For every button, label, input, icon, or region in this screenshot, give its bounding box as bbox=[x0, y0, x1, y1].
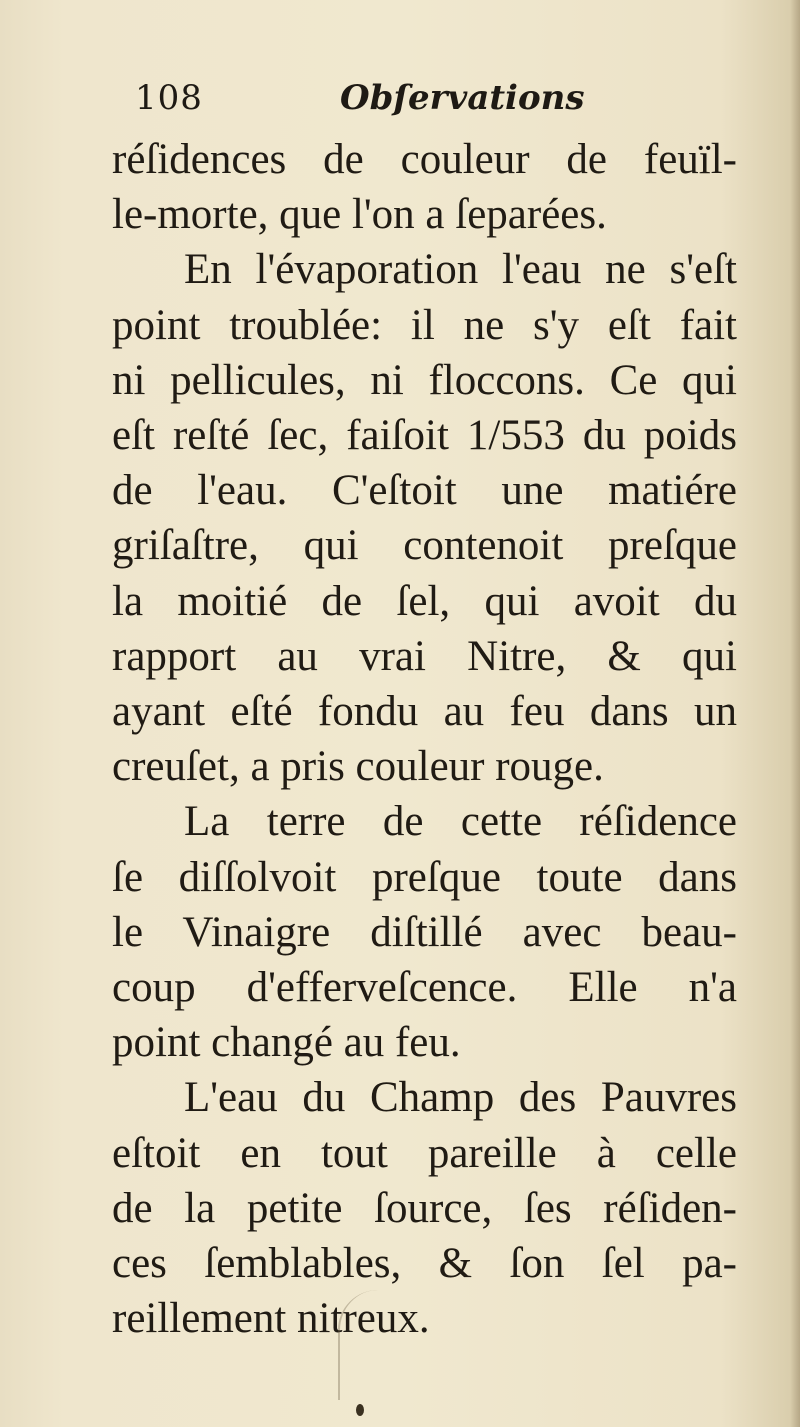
text-line: point changé au feu. bbox=[112, 1019, 461, 1067]
text-line: ni pellicules, ni floccons. Ce qui bbox=[112, 356, 737, 404]
text-line: creuſet, a pris couleur rouge. bbox=[112, 743, 604, 791]
paragraph-start-line: En l'évaporation l'eau ne s'eſt bbox=[184, 246, 737, 294]
text-line: ayant eſté fondu au feu dans un bbox=[112, 688, 737, 736]
running-title: Obſervations bbox=[340, 78, 585, 118]
text-line: réſidences de couleur de feuïl- bbox=[112, 136, 737, 183]
text-line: la moitié de ſel, qui avoit du bbox=[112, 577, 737, 625]
page-number: 108 bbox=[135, 78, 203, 118]
text-line: eſt reſté ſec, faiſoit 1/553 du poids bbox=[112, 412, 737, 460]
text-line: eſtoit en tout pareille à celle bbox=[112, 1129, 737, 1177]
page-header bbox=[135, 78, 735, 118]
text-line: coup d'efferveſcence. Elle n'a bbox=[112, 964, 737, 1012]
body-text bbox=[112, 132, 737, 1346]
paragraph-start-line: La terre de cette réſidence bbox=[184, 798, 737, 846]
text-line: griſaſtre, qui contenoit preſque bbox=[112, 522, 737, 570]
text-line: reillement nitreux. bbox=[112, 1295, 430, 1343]
ink-spot bbox=[356, 1404, 364, 1416]
text-line: le Vinaigre diſtillé avec beau- bbox=[112, 908, 737, 956]
text-line: de l'eau. C'eſtoit une matiére bbox=[112, 467, 737, 515]
text-line: ces ſemblables, & ſon ſel pa- bbox=[112, 1240, 737, 1288]
text-line: rapport au vrai Nitre, & qui bbox=[112, 632, 737, 680]
paper-stain bbox=[338, 1290, 380, 1400]
text-line: ſe diſſolvoit preſque toute dans bbox=[112, 853, 737, 901]
paragraph-start-line: L'eau du Champ des Pauvres bbox=[184, 1074, 737, 1122]
text-line: de la petite ſource, ſes réſiden- bbox=[112, 1184, 737, 1232]
text-line: le-morte, que l'on a ſeparées. bbox=[112, 191, 607, 239]
text-line: point troublée: il ne s'y eſt fait bbox=[112, 301, 737, 349]
